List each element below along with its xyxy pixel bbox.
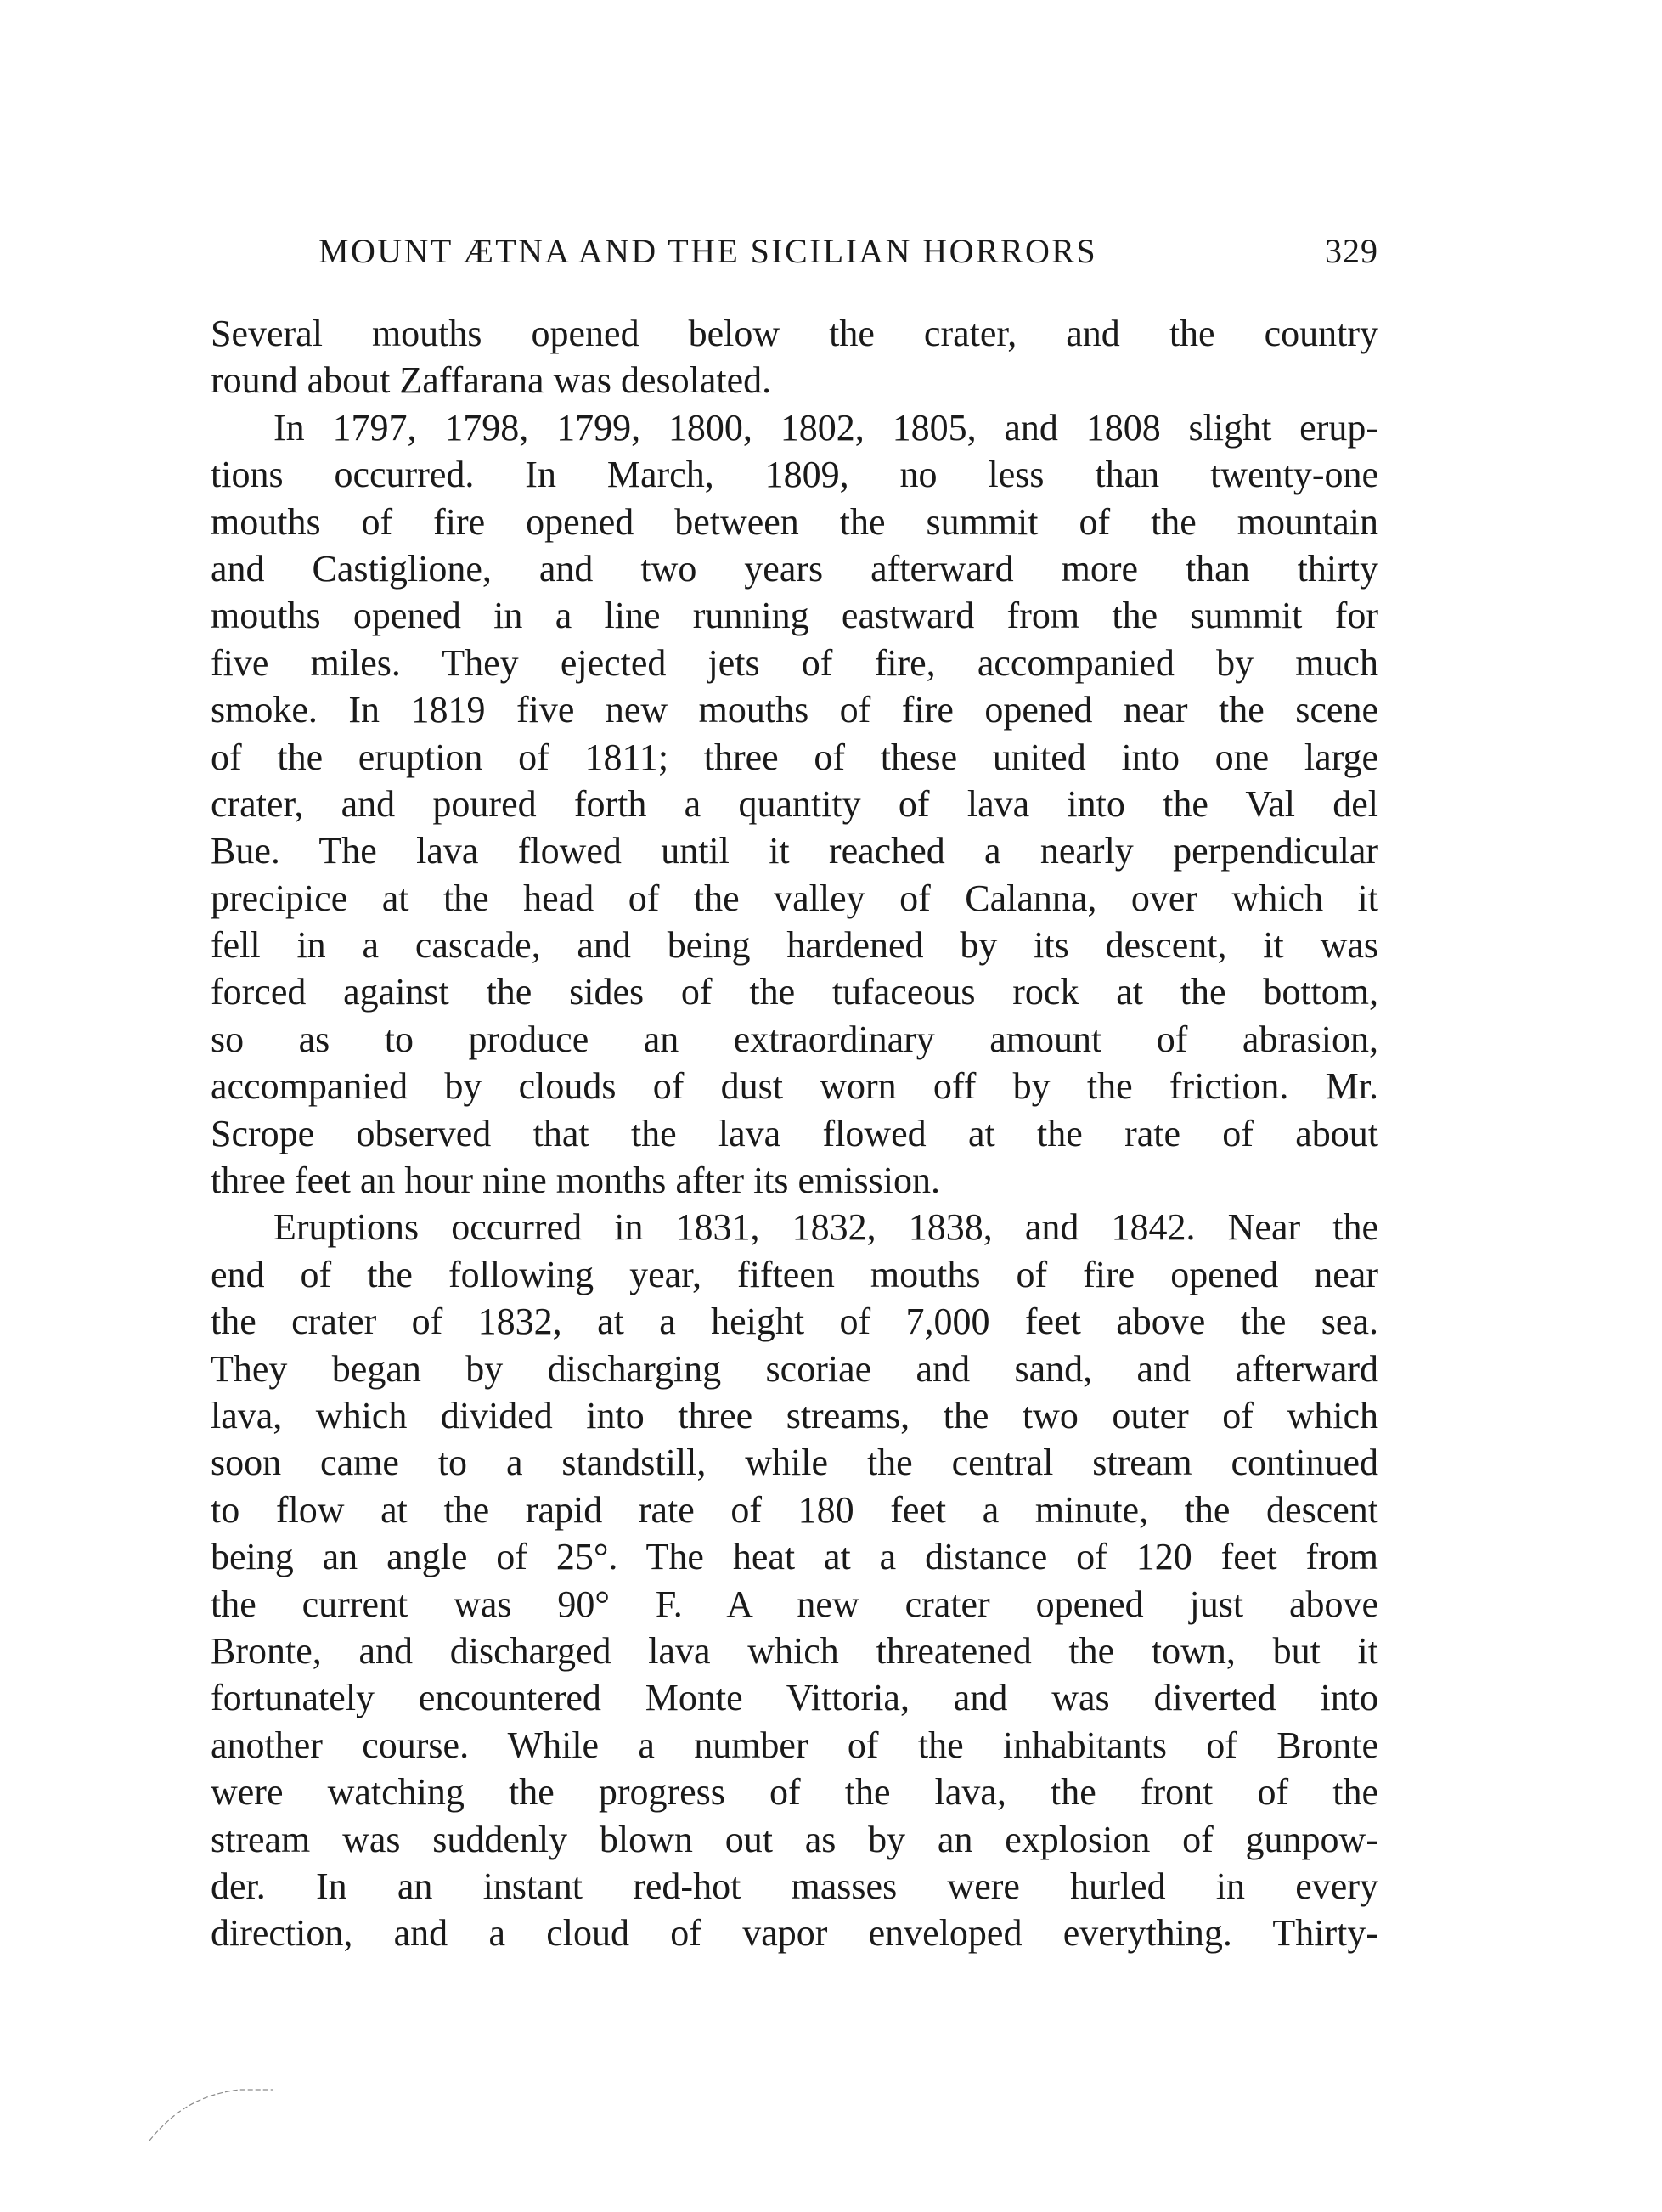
text-line: of the eruption of 1811; three of these united into one large (211, 736, 1378, 778)
text-line: forced against the sides of the tufaceous rock at the bottom, (211, 971, 1378, 1013)
paragraph-2 (211, 404, 1378, 1205)
text-line: end of the following year, fifteen mouths of fire opened near (211, 1253, 1378, 1295)
text-line: der. In an instant red-hot masses were hurled in every (211, 1865, 1378, 1907)
text-line: Scrope observed that the lava flowed at the rate of about (211, 1112, 1378, 1154)
text-line: another course. While a number of the inhabitants of Bronte (211, 1724, 1378, 1766)
running-title: MOUNT ÆTNA AND THE SICILIAN HORRORS (318, 232, 1098, 270)
text-line: the crater of 1832, at a height of 7,000 feet above the sea. (211, 1301, 1378, 1343)
paragraph-1 (211, 310, 1378, 404)
text-line: crater, and poured forth a quantity of lava into the Val del (211, 782, 1378, 825)
text-line: five miles. They ejected jets of fire, accompanied by much (211, 641, 1378, 684)
text-line: Bronte, and discharged lava which threatened the town, but it (211, 1629, 1378, 1672)
text-line: the current was 90° F. A new crater opened just above (211, 1583, 1378, 1625)
text-line: In 1797, 1798, 1799, 1800, 1802, 1805, and 1808 slight erup- (273, 406, 1378, 449)
paragraph-3 (211, 1204, 1378, 1956)
text-line: Several mouths opened below the crater, and the country (211, 313, 1378, 354)
text-line: direction, and a cloud of vapor enveloped everything. Thirty- (211, 1912, 1378, 1955)
text-line: and Castiglione, and two years afterward more than thirty (211, 547, 1378, 590)
text-line: mouths opened in a line running eastward from the summit for (211, 595, 1378, 637)
text-line: precipice at the head of the valley of Calanna, over which it (211, 877, 1378, 919)
text-line: round about Zaffarana was desolated. (211, 359, 772, 402)
body-text (211, 310, 1378, 1957)
text-line: being an angle of 25°. The heat at a distance of 120 feet from (211, 1536, 1378, 1578)
text-line: fortunately encountered Monte Vittoria, and was diverted into (211, 1677, 1378, 1719)
text-line: soon came to a standstill, while the central stream continued (211, 1442, 1378, 1484)
text-line: stream was suddenly blown out as by an explosion of gunpow- (211, 1818, 1378, 1860)
text-line: accompanied by clouds of dust worn off by the friction. Mr. (211, 1065, 1378, 1108)
text-line: They began by discharging scoriae and sand, and afterward (211, 1347, 1378, 1390)
running-head (211, 231, 1378, 282)
text-line: lava, which divided into three streams, the two outer of which (211, 1394, 1378, 1436)
text-line: Eruptions occurred in 1831, 1832, 1838, and 1842. Near the (273, 1206, 1378, 1249)
text-line: mouths of fire opened between the summit of the mountain (211, 500, 1378, 543)
text-line: tions occurred. In March, 1809, no less than twenty-one (211, 454, 1378, 496)
text-line: so as to produce an extraordinary amount of abrasion, (211, 1018, 1378, 1060)
pencil-mark (146, 2079, 282, 2147)
page-number: 329 (1325, 232, 1378, 270)
text-line: were watching the progress of the lava, the front of the (211, 1771, 1378, 1814)
text-line: smoke. In 1819 five new mouths of fire opened near the scene (211, 689, 1378, 731)
text-line: fell in a cascade, and being hardened by its descent, it was (211, 924, 1378, 967)
text-line: Bue. The lava flowed until it reached a nearly perpendicular (211, 830, 1378, 872)
text-line: to flow at the rapid rate of 180 feet a minute, the descent (211, 1488, 1378, 1531)
text-line: three feet an hour nine months after its emission. (211, 1160, 940, 1202)
